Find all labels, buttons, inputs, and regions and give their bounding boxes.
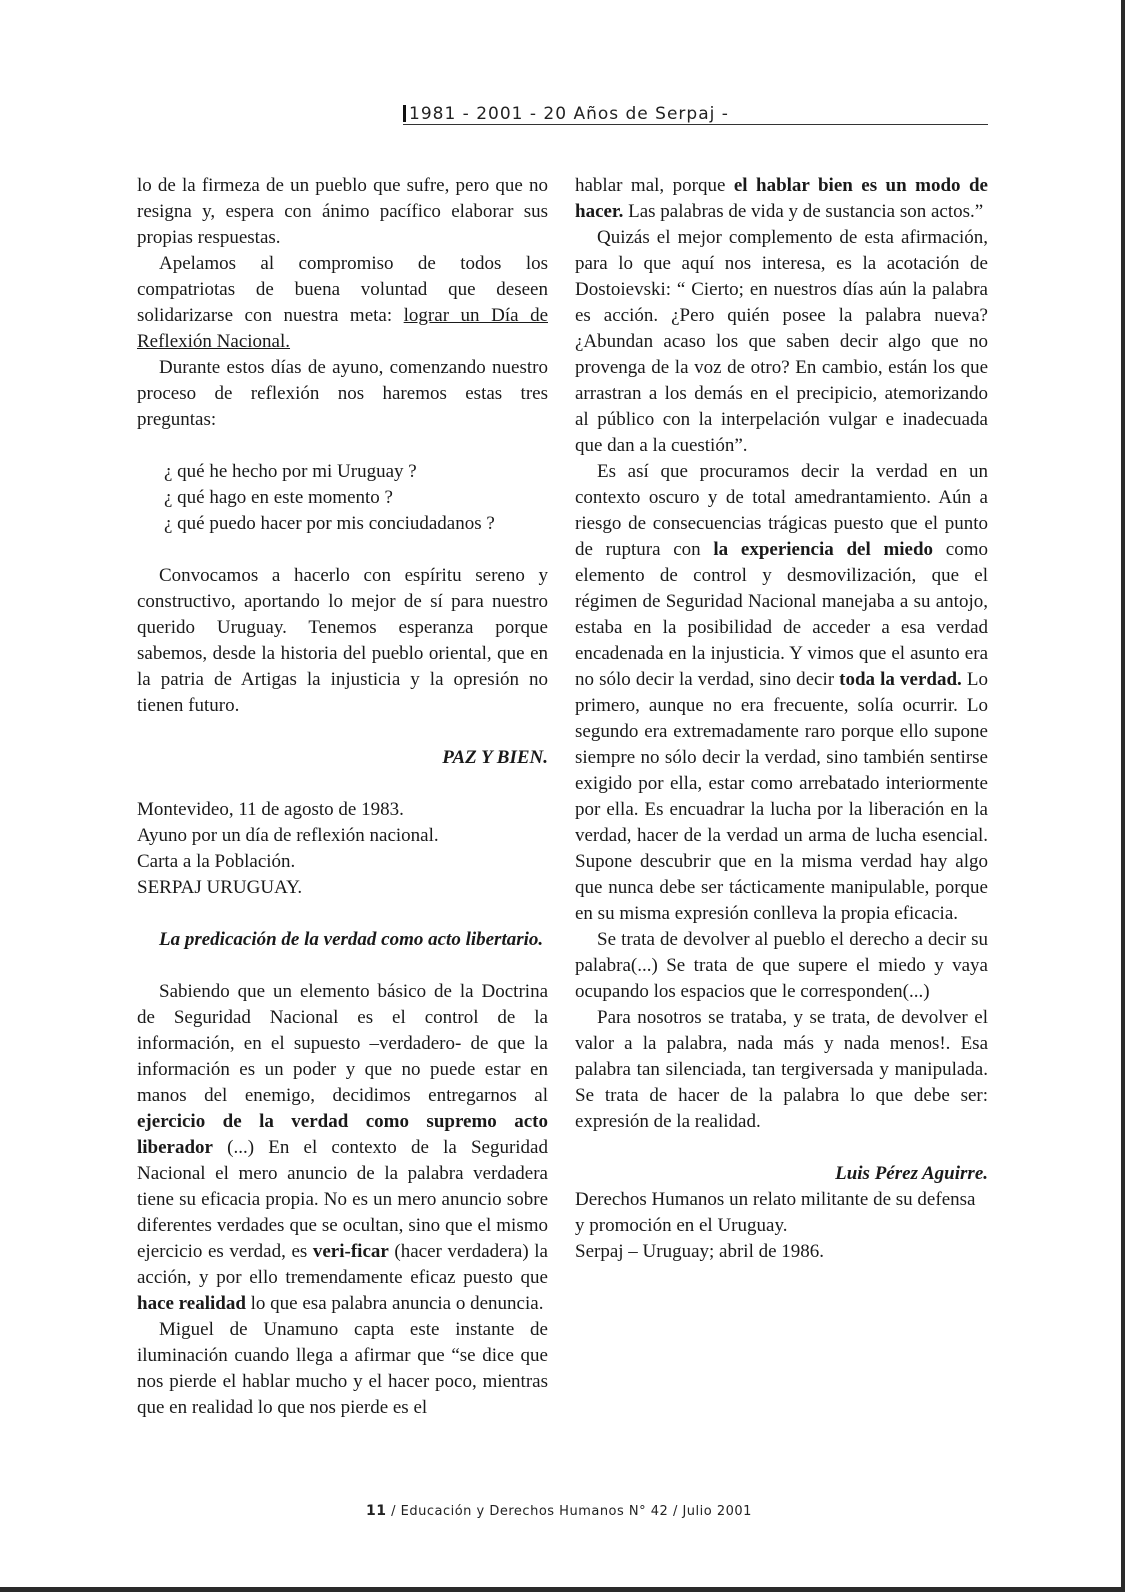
paragraph: Apelamos al compromiso de todos los compatriotas de buena voluntad que deseen solidarizarse con nuestra meta: lograr un Día de Reflexión Nacional.	[137, 253, 548, 352]
page-footer	[366, 1503, 786, 1519]
bold-phrase: ejercicio de la verdad como supremo acto liberador	[137, 1111, 548, 1158]
author-signature: Luis Pérez Aguirre.	[835, 1163, 988, 1184]
paragraph: Se trata de devolver al pueblo el derecho a decir su palabra(...) Se trata de que supere el miedo y vaya ocupando los espacios que le corresponden(...)	[575, 929, 988, 1002]
scan-edge-right	[1121, 0, 1125, 1592]
source-line: Ayuno por un día de reflexión nacional.	[137, 825, 439, 846]
footer-text: / Educación y Derechos Humanos N° 42 / Julio 2001	[391, 1504, 752, 1519]
bold-phrase: el hablar bien es un modo de hacer.	[575, 175, 988, 222]
question: ¿ qué he hecho por mi Uruguay ?	[164, 461, 417, 482]
paragraph: hablar mal, porque el hablar bien es un modo de hacer. Las palabras de vida y de sustancia son actos.”	[575, 175, 988, 222]
running-header	[403, 104, 988, 124]
underlined-phrase: lograr un Día de Reflexión Nacional.	[137, 305, 548, 352]
paragraph: lo de la firmeza de un pueblo que sufre, pero que no resigna y, espera con ánimo pacífico elaborar sus propias respuestas.	[137, 175, 548, 248]
header-bar	[403, 105, 406, 122]
running-head-text: 1981 - 2001 - 20 Años de Serpaj -	[409, 104, 729, 124]
paragraph: Es así que procuramos decir la verdad en un contexto oscuro y de total amedrantamiento. Aún a riesgo de consecuencias trágicas puesto que el punto de ruptura con la experiencia del miedo como elemento de control y desmovilización, que el régimen de Seguridad Nacional manejaba a su antojo, estaba en la posibilidad de acceder a esa verdad encadenada en la injusticia. Y vimos que el asunto era no sólo decir la verdad, sino decir toda la verdad. Lo primero, aunque no era frecuente, solía ocurrir. Lo segundo era extremadamente raro porque ello supone siempre no sólo decir la verdad, sino también sentirse exigido por ella, estar como arrebatado interiormente por ella. Es encuadrar la lucha por la liberación en la verdad, hacer de la verdad un arma de lucha esencial. Supone descubrir que en la misma verdad hay algo que nunca debe ser tácticamente manipulable, porque en su misma expresión conlleva la propia eficacia.	[575, 461, 988, 924]
source-line: Derechos Humanos un relato militante de su defensa y promoción en el Uruguay.	[575, 1189, 976, 1236]
bold-phrase: la experiencia del miedo	[713, 539, 934, 560]
left-column	[137, 173, 548, 1421]
source-line: SERPAJ URUGUAY.	[137, 877, 303, 898]
scan-edge-bottom	[0, 1587, 1125, 1592]
right-column	[575, 173, 988, 1265]
source-line: Carta a la Población.	[137, 851, 296, 872]
page-number: 11	[366, 1503, 387, 1519]
bold-phrase: toda la verdad.	[839, 669, 962, 690]
date-line: Montevideo, 11 de agosto de 1983.	[137, 799, 404, 820]
header-rule	[403, 124, 988, 125]
paragraph: Sabiendo que un elemento básico de la Doctrina de Seguridad Nacional es el control de la información, en el supuesto –verdadero- de que la información es un poder y que no puede estar en manos del enemigo, decidimos entregarnos al ejercicio de la verdad como supremo acto liberador (...) En el contexto de la Seguridad Nacional el mero anuncio de la palabra verdadera tiene su eficacia propia. No es un mero anuncio sobre diferentes verdades que se ocultan, sino que el mismo ejercicio es verdad, es veri-ficar (hacer verdadera) la acción, y por ello tremendamente eficaz puesto que hace realidad lo que esa palabra anuncia o denuncia.	[137, 981, 548, 1314]
bold-phrase: veri-ficar	[312, 1241, 389, 1262]
bold-phrase: hace realidad	[137, 1293, 246, 1314]
question: ¿ qué hago en este momento ?	[164, 487, 393, 508]
paragraph: Miguel de Unamuno capta este instante de iluminación cuando llega a afirmar que “se dice que nos pierde el hablar mucho y el hacer poco, mientras que en realidad lo que nos pierde es el	[137, 1319, 548, 1418]
paragraph: Durante estos días de ayuno, comenzando nuestro proceso de reflexión nos haremos estas tres preguntas:	[137, 357, 548, 430]
question: ¿ qué puedo hacer por mis conciudadanos ?	[164, 513, 495, 534]
paragraph: Convocamos a hacerlo con espíritu sereno y constructivo, aportando lo mejor de sí para nuestro querido Uruguay. Tenemos esperanza porque sabemos, desde la historia del pueblo oriental, que en la patria de Artigas la injusticia y la opresión no tienen futuro.	[137, 565, 548, 716]
section-heading: La predicación de la verdad como acto libertario.	[159, 929, 544, 950]
signature: PAZ Y BIEN.	[442, 747, 548, 768]
paragraph: Quizás el mejor complemento de esta afirmación, para lo que aquí nos interesa, es la acotación de Dostoievski: “ Cierto; en nuestros días aún la palabra es acción. ¿Pero quién posee la palabra nueva? ¿Abundan acaso los que saben decir algo que no provenga de la voz de otro? En cambio, están los que arrastran a los demás en el precipicio, atemorizando al público con la interpelación vulgar e inadecuada que dan a la cuestión”.	[575, 227, 988, 456]
source-line: Serpaj – Uruguay; abril de 1986.	[575, 1241, 825, 1262]
paragraph: Para nosotros se trataba, y se trata, de devolver el valor a la palabra, nada más y nada menos!. Esa palabra tan silenciada, tan tergiversada y manipulada. Se trata de hacer de la palabra lo que debe ser: expresión de la realidad.	[575, 1007, 988, 1132]
